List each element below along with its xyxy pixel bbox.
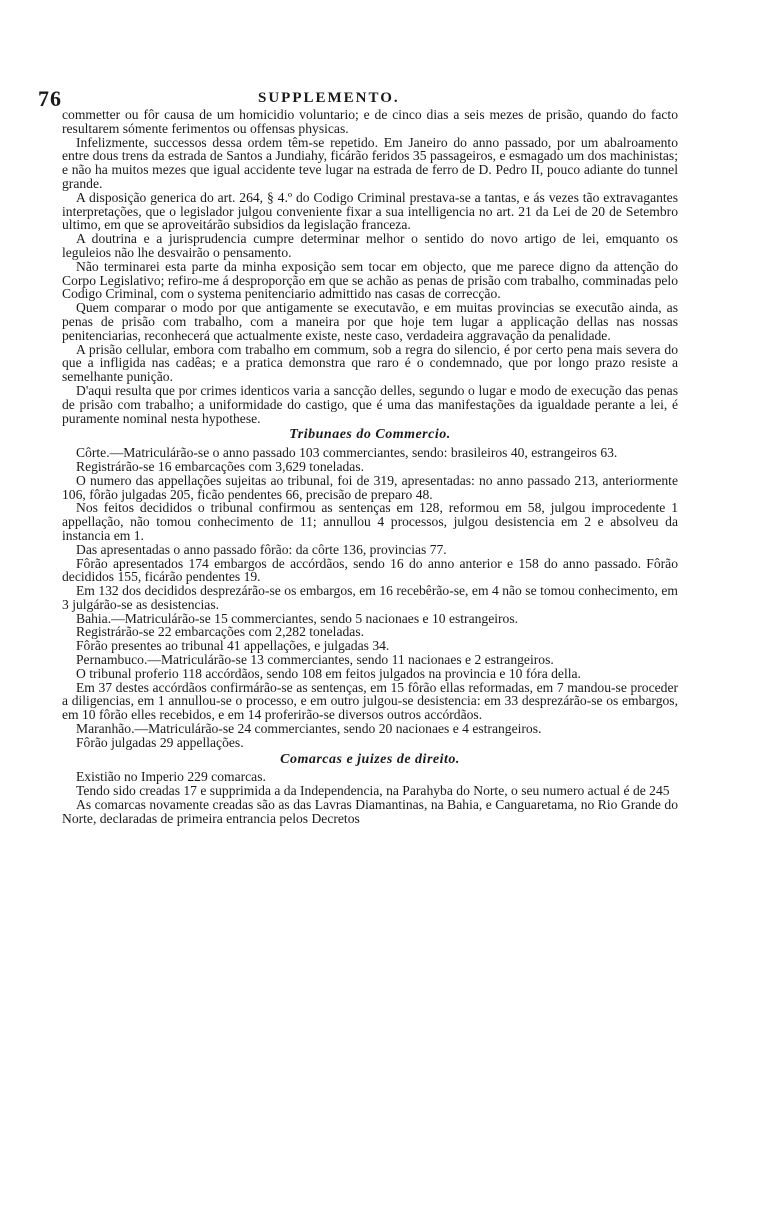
paragraph: Infelizmente, successos dessa ordem têm-se repetido. Em Janeiro do anno passado, por um abalroamento entre dous trens da estrada de Santos a Jundiahy, ficárão feridos 35 passageiros, e esmagado um dos machinistas; e não ha muitos mezes que igual accidente teve lugar na estrada de ferro de D. Pedro II, pouco adiante do tunnel grande. — [62, 134, 678, 191]
section-title-comarcas: Comarcas e juizes de direito. — [280, 751, 460, 767]
paragraph: Em 37 destes accórdãos confirmárão-se as sentenças, em 15 fôrão ellas reformadas, em 7 mandou-se proceder a diligencias, em 1 annullou-se o processo, e em outro julgou-se desistencia: em 33 desprezárão-se os embargos, em 10 fôrão elles recebidos, e em 14 proferirão-se diversos outros accórdãos. — [62, 679, 678, 723]
paragraph-maranhao: Maranhão.—Matriculárão-se 24 commerciantes, sendo 20 nacionaes e 4 estrangeiros. — [76, 721, 542, 737]
paragraph: Quem comparar o modo por que antigamente se executavão, e em muitas provincias se executão ainda, as penas de prisão com trabalho, com a maneira por que hoje tem lugar a applicação dellas nas nossas penitenciarias, reconhecerá que actualmente existe, neste caso, verdadeira aggravação da penalidade. — [62, 300, 678, 343]
paragraph: O numero das appellações sujeitas ao tribunal, foi de 319, apresentadas: no anno passado 213, anteriormente 106, fôrão julgadas 205, ficão pendentes 66, precisão de preparo 48. — [62, 472, 678, 502]
page-number: 76 — [38, 86, 62, 111]
paragraph: As comarcas novamente creadas são as das Lavras Diamantinas, na Bahia, e Canguaretama, no Rio Grande do Norte, declaradas de primeira entrancia pelos Decretos — [62, 797, 678, 826]
paragraph: Tendo sido creadas 17 e supprimida a da Independencia, na Parahyba do Norte, o seu numero actual é de 245 — [76, 783, 670, 799]
paragraph: A disposição generica do art. 264, § 4.º do Codigo Criminal prestava-se a tantas, e ás vezes tão extravagantes interpretações, que o legislador julgou conveniente fixar a sua intelligencia no art. 21 da Lei de 20 de Setembro ultimo, em que se aproveitárão subsidios da legislação franceza. — [62, 189, 678, 233]
paragraph: Existião no Imperio 229 comarcas. — [76, 769, 266, 785]
paragraph: A prisão cellular, embora com trabalho em commum, sob a regra do silencio, é por certo pena mais severa do que a infligida nas cadêas; e a pratica demonstra que raro é o condemnado, que por longo prazo resiste a semelhante punição. — [62, 341, 678, 385]
paragraph-bahia: Bahia.—Matriculárão-se 15 commerciantes, sendo 5 nacionaes e 10 estrangeiros. — [76, 610, 519, 626]
paragraph: Fôrão apresentados 174 embargos de accórdãos, sendo 16 do anno anterior e 158 do anno passado. Fôrão decididos 155, ficárão pendentes 19. — [62, 555, 678, 585]
paragraph: Registrárão-se 22 embarcações com 2,282 toneladas. — [76, 624, 365, 640]
paragraph-corte: Côrte.—Matriculárão-se o anno passado 103 commerciantes, sendo: brasileiros 40, estrangeiros 63. — [76, 445, 618, 461]
paragraph: Das apresentadas o anno passado fôrão: da côrte 136, provincias 77. — [76, 541, 447, 557]
paragraph: A doutrina e a jurisprudencia cumpre determinar melhor o sentido do novo artigo de lei, emquanto os leguleios não lhe desvairão o pensamento. — [62, 231, 678, 260]
paragraph: O tribunal proferio 118 accórdãos, sendo 108 em feitos julgados na provincia e 10 fóra della. — [76, 665, 581, 681]
body-text — [62, 108, 678, 826]
paragraph: D'aqui resulta que por crimes identicos varia a sancção delles, segundo o lugar e modo de execução das penas de prisão com trabalho; a uniformidade do castigo, que é uma das manifestações da igualdade perante a lei, é puramente nominal nesta hypothese. — [62, 382, 678, 426]
paragraph: Fôrão presentes ao tribunal 41 appellações, e julgadas 34. — [76, 638, 390, 654]
paragraph: Fôrão julgadas 29 appellações. — [76, 734, 244, 750]
paragraph: Registrárão-se 16 embarcações com 3,629 toneladas. — [76, 458, 365, 474]
paragraph-pernambuco: Pernambuco.—Matriculárão-se 13 commerciantes, sendo 11 nacionaes e 2 estrangeiros. — [76, 652, 554, 668]
running-head: SUPPLEMENTO. — [258, 90, 400, 106]
paragraph: Em 132 dos decididos desprezárão-se os embargos, em 16 recebêrão-se, em 4 não se tomou conhecimento, em 3 julgárão-se as desistencias. — [62, 583, 678, 612]
paragraph: commetter ou fôr causa de um homicidio voluntario; e de cinco dias a seis mezes de prisão, quando do facto resultarem sómente ferimentos ou offensas physicas. — [62, 107, 678, 136]
paragraph: Não terminarei esta parte da minha exposição sem tocar em objecto, que me parece digno da attenção do Corpo Legislativo; refiro-me á desproporção em que se achão as penas de prisão com trabalho, comminadas pelo Codigo Criminal, com o systema penitenciario admittido nas casas de correcção. — [62, 258, 678, 302]
paragraph: Nos feitos decididos o tribunal confirmou as sentenças em 128, reformou em 58, julgou improcedente 1 appellação, não tomou conhecimento de 11; annullou 4 processos, julgou desistencia em 2 e absolveu da instancia em 1. — [62, 500, 678, 543]
section-title-commerce: Tribunaes do Commercio. — [289, 427, 451, 443]
